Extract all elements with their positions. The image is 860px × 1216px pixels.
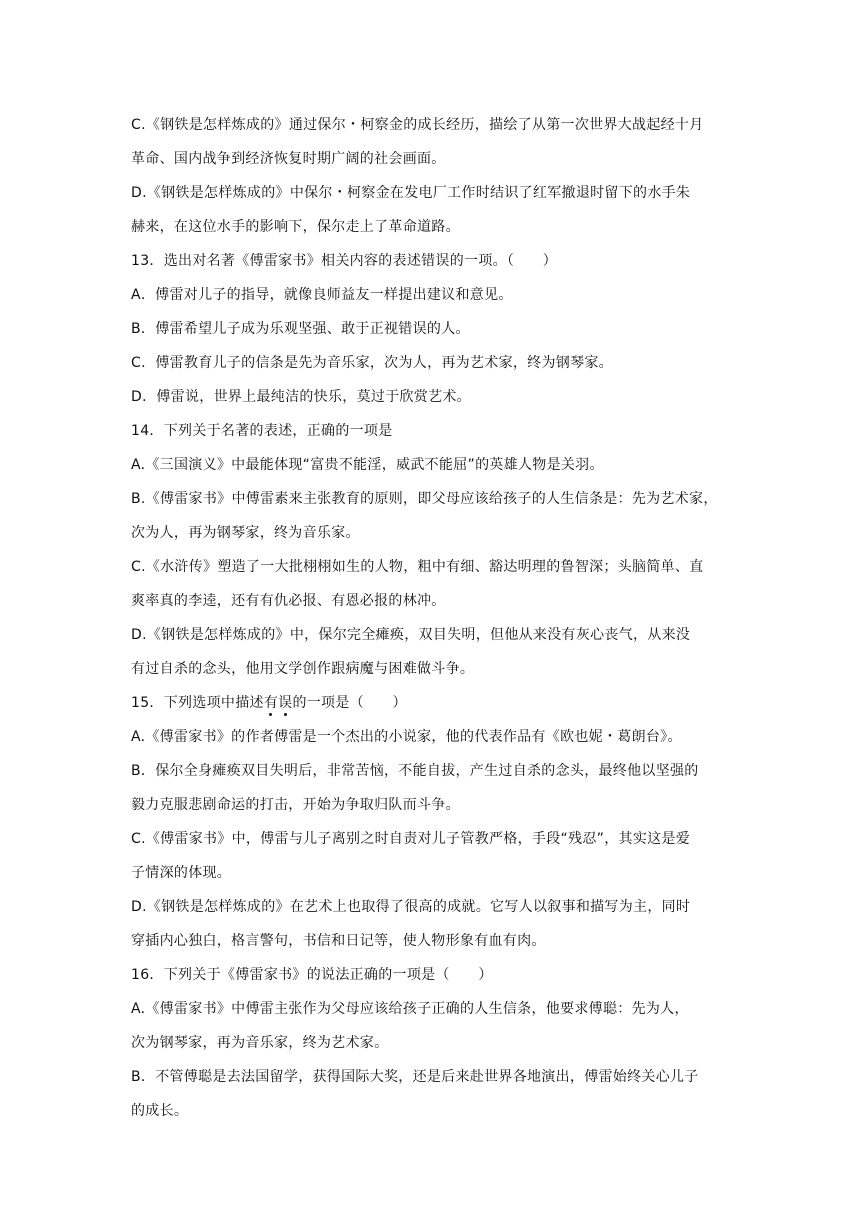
text-line: 赫来，在这位水手的影响下，保尔走上了革命道路。 — [131, 219, 460, 235]
text-line: 子情深的体现。 — [131, 865, 232, 881]
question-13-option-d: D．傅雷说，世界上最纯洁的快乐，莫过于欣赏艺术。 — [131, 389, 471, 405]
text-line: 有过自杀的念头，他用文学创作跟病魔与困难做斗争。 — [131, 661, 475, 677]
question-14-stem: 14．下列关于名著的表述，正确的一项是 — [131, 423, 393, 439]
text-line: 革命、国内战争到经济恢复时期广阔的社会画面。 — [131, 151, 446, 167]
question-13-option-a: A．傅雷对儿子的指导，就像良师益友一样提出建议和意见。 — [131, 287, 513, 303]
question-14-option-d: D.《钢铁是怎样炼成的》中，保尔完全瘫痪，双目失明，但他从来没有灰心丧气，从来没 — [131, 627, 691, 643]
question-16-option-b: B．不管傅聪是去法国留学，获得国际大奖，还是后来赴世界各地演出，傅雷始终关心儿子 — [131, 1069, 699, 1085]
question-15-option-b: B．保尔全身瘫痪双目失明后，非常苦恼，不能自拔，产生过自杀的念头，最终他以坚强的 — [131, 763, 699, 779]
question-13-option-b: B．傅雷希望儿子成为乐观坚强、敢于正视错误的人。 — [131, 321, 470, 337]
question-15-option-a: A.《傅雷家书》的作者傅雷是一个杰出的小说家，他的代表作品有《欧也妮・葛朗台》。 — [131, 729, 682, 745]
emphasis-dot-char: 误 — [278, 695, 293, 711]
question-16-option-a: A.《傅雷家书》中傅雷主张作为父母应该给孩子正确的人生信条，他要求傅聪：先为人， — [131, 1001, 689, 1017]
text-line: 次为人，再为钢琴家，终为音乐家。 — [131, 525, 360, 541]
question-14-option-b: B.《傅雷家书》中傅雷素来主张教育的原则，即父母应该给孩子的人生信条是：先为艺术家， — [131, 491, 718, 507]
text-line: D.《钢铁是怎样炼成的》中保尔・柯察金在发电厂工作时结识了红军撤退时留下的水手朱 — [131, 185, 691, 201]
question-15-stem — [131, 686, 741, 720]
document-body — [131, 108, 741, 1128]
question-15-suffix: 的一项是（ ） — [292, 695, 407, 711]
text-line: C.《钢铁是怎样炼成的》通过保尔・柯察金的成长经历，描绘了从第一次世界大战起经十月 — [131, 117, 704, 133]
question-15-option-d: D.《钢铁是怎样炼成的》在艺术上也取得了很高的成就。它写人以叙事和描写为主，同时 — [131, 899, 691, 915]
question-13-option-c: C．傅雷教育儿子的信条是先为音乐家，次为人，再为艺术家，终为钢琴家。 — [131, 355, 613, 371]
text-line: 毅力克服悲剧命运的打击，开始为争取归队而斗争。 — [131, 797, 460, 813]
text-line: 的成长。 — [131, 1103, 189, 1119]
question-16-stem: 16．下列关于《傅雷家书》的说法正确的一项是（ ） — [131, 967, 493, 983]
question-14-option-c: C.《水浒传》塑造了一大批栩栩如生的人物，粗中有细、豁达明理的鲁智深；头脑简单、直 — [131, 559, 704, 575]
text-line: 穿插内心独白，格言警句，书信和日记等，使人物形象有血有肉。 — [131, 933, 546, 949]
question-15-prefix: 15．下列选项中描述 — [131, 695, 264, 711]
question-14-option-a: A.《三国演义》中最能体现“富贵不能淫，威武不能屈”的英雄人物是关羽。 — [131, 457, 604, 473]
text-line: 爽率真的李逵，还有有仇必报、有恩必报的林冲。 — [131, 593, 446, 609]
question-13-stem: 13．选出对名著《傅雷家书》相关内容的表述错误的一项。（ ） — [131, 253, 558, 269]
question-15-option-c: C.《傅雷家书》中，傅雷与儿子离别之时自责对儿子管教严格，手段“残忍”，其实这是爱 — [131, 831, 691, 847]
text-line: 次为钢琴家，再为音乐家，终为艺术家。 — [131, 1035, 389, 1051]
emphasis-dot-char: 有 — [263, 695, 279, 711]
